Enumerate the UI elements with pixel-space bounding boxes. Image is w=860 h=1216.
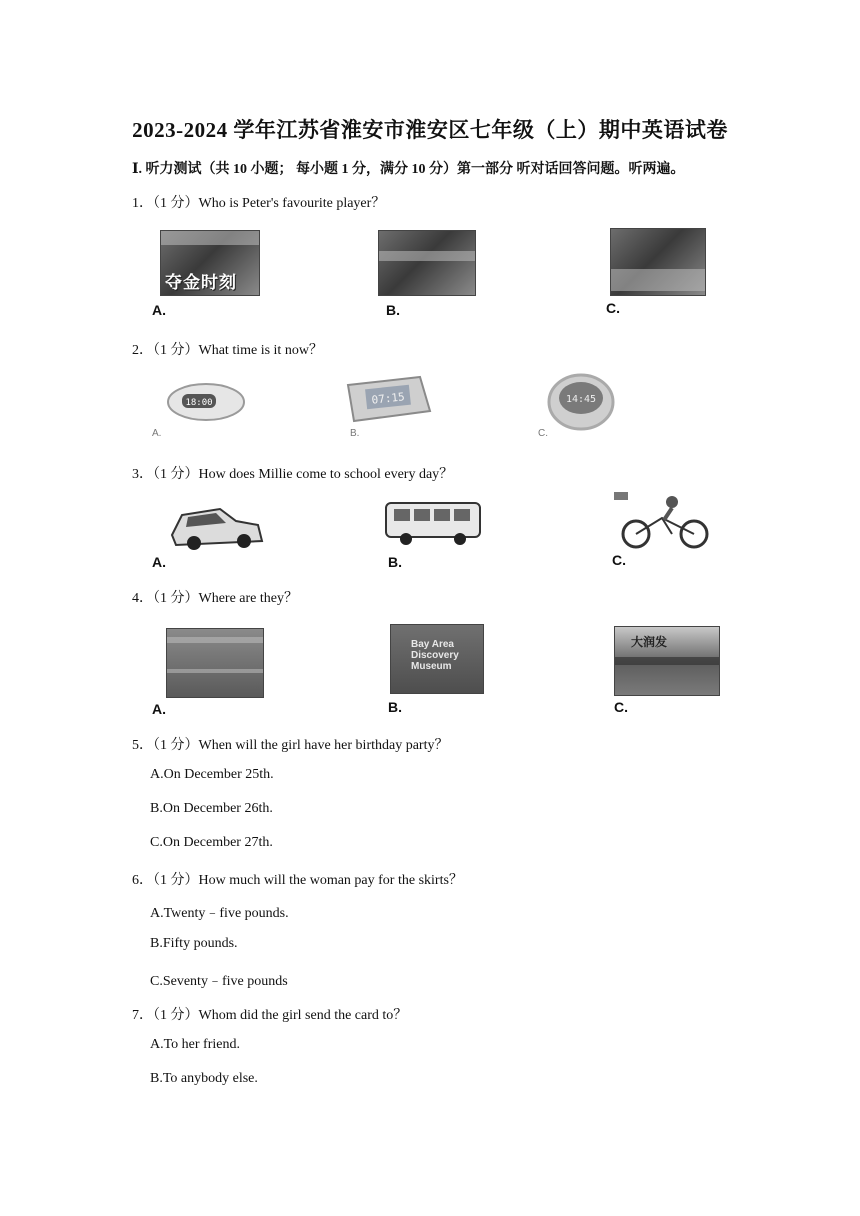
q1-label-b: B. bbox=[386, 302, 400, 318]
q3-label-c: C. bbox=[612, 552, 626, 568]
q5-option-b: B.On December 26th. bbox=[150, 801, 273, 816]
q4-supermarket-image: 大润发 bbox=[614, 626, 720, 696]
question-2: 2．（1 分）What time is it now？ bbox=[132, 343, 323, 358]
question-6: 6．（1 分）How much will the woman pay for the skirts？ bbox=[132, 873, 463, 888]
q1-image-c bbox=[610, 228, 706, 296]
q7-option-b: B.To anybody else. bbox=[150, 1071, 258, 1086]
q3-car-image bbox=[166, 495, 266, 551]
q4-label-b: B. bbox=[388, 699, 402, 715]
q5-option-c: C.On December 27th. bbox=[150, 835, 273, 850]
q3-label-a: A. bbox=[152, 554, 166, 570]
q3-bike-image bbox=[612, 490, 718, 550]
question-7: 7．（1 分）Whom did the girl send the card to？ bbox=[132, 1008, 408, 1023]
question-3: 3．（1 分）How does Millie come to school every day？ bbox=[132, 467, 454, 482]
q6-option-a: A.Twenty﹣five pounds. bbox=[150, 906, 289, 921]
question-5: 5．（1 分）When will the girl have her birthday party？ bbox=[132, 738, 449, 753]
q1-label-a: A. bbox=[152, 302, 166, 318]
svg-text:18:00: 18:00 bbox=[185, 398, 213, 408]
q3-label-b: B. bbox=[388, 554, 402, 570]
question-4: 4．（1 分）Where are they？ bbox=[132, 591, 298, 606]
q4-building-image bbox=[166, 628, 264, 698]
q6-option-b: B.Fifty pounds. bbox=[150, 936, 238, 951]
q4-museum-image: Bay Area Discovery Museum bbox=[390, 624, 484, 694]
question-1: 1．（1 分）Who is Peter's favourite player？ bbox=[132, 196, 386, 211]
page-title: 2023-2024 学年江苏省淮安市淮安区七年级（上）期中英语试卷 bbox=[132, 118, 728, 142]
q2-label-b: B. bbox=[350, 428, 360, 439]
q2-label-c: C. bbox=[538, 428, 548, 439]
q4-label-c: C. bbox=[614, 699, 628, 715]
q6-option-c: C.Seventy﹣five pounds bbox=[150, 974, 288, 989]
q3-bus-image bbox=[380, 497, 486, 549]
svg-text:07:15: 07:15 bbox=[371, 390, 406, 407]
q1-image-b bbox=[378, 230, 476, 296]
q5-option-a: A.On December 25th. bbox=[150, 767, 274, 782]
q4-label-a: A. bbox=[152, 701, 166, 717]
q1-image-a: 夺金时刻 bbox=[160, 230, 260, 296]
q2-label-a: A. bbox=[152, 428, 162, 439]
section-heading: Ⅰ. 听力测试（共 10 小题； 每小题 1 分，满分 10 分）第一部分 听对话回答问题。听两遍。 bbox=[132, 162, 685, 177]
svg-text:14:45: 14:45 bbox=[565, 394, 597, 405]
q1-label-c: C. bbox=[606, 300, 620, 316]
q7-option-a: A.To her friend. bbox=[150, 1037, 240, 1052]
q2-clock-b bbox=[340, 375, 432, 425]
q2-clock-c bbox=[545, 372, 617, 432]
q2-clock-a bbox=[166, 380, 248, 424]
